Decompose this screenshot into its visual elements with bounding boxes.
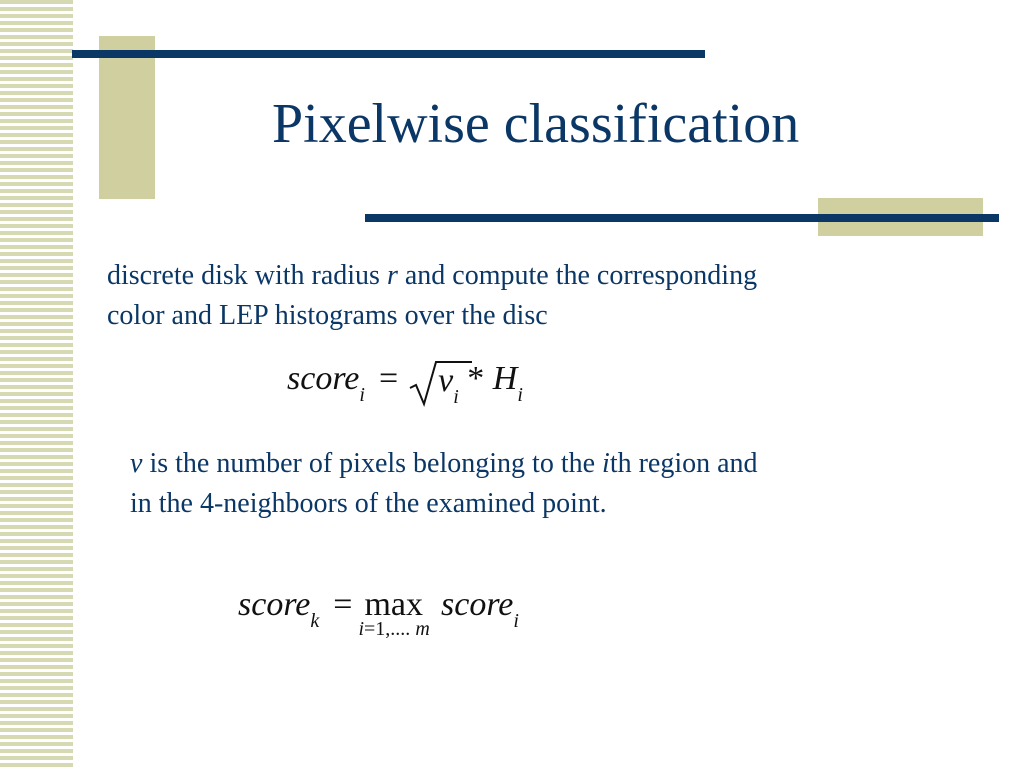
decor-line-bottom	[365, 214, 999, 222]
formula2-op-sub-end: m	[415, 618, 430, 640]
formula2-lhs: score	[238, 586, 311, 623]
var-i: i	[602, 448, 610, 479]
formula2-equals: =	[333, 586, 353, 623]
paragraph-disk-text-3: color and LEP histograms over the disc	[107, 300, 548, 331]
formula2-rhs: score	[441, 586, 514, 623]
formula2-operator: max	[364, 586, 424, 623]
formula1-lhs-sub: i	[359, 384, 365, 406]
formula2-op-sub-range: =1,....	[364, 618, 411, 640]
paragraph-disk-text-1: discrete disk with radius	[107, 260, 387, 291]
formula1-radicand: v	[438, 362, 454, 399]
formula1-rhs-sub: i	[517, 384, 523, 406]
formula2-rhs-sub: i	[513, 610, 519, 632]
score-formula	[287, 360, 523, 410]
formula2-op-sub-var: i	[358, 618, 365, 640]
formula1-equals: =	[378, 360, 399, 397]
max-operator-subscript	[358, 618, 429, 641]
striped-margin	[0, 0, 73, 768]
formula1-radicand-sub: i	[453, 386, 459, 408]
decor-line-top	[72, 50, 705, 58]
paragraph-v-text-2: th region and	[609, 448, 758, 479]
paragraph-disk-text-2: and compute the corresponding	[397, 260, 758, 291]
formula1-times: *	[467, 360, 485, 397]
decor-block-left	[99, 36, 155, 199]
var-r: r	[386, 260, 398, 291]
slide-title: Pixelwise classification	[272, 93, 800, 155]
sqrt-symbol	[408, 360, 459, 409]
paragraph-v-text-1: is the number of pixels belonging to the	[142, 448, 603, 479]
paragraph-disk	[107, 256, 757, 336]
max-operator	[358, 586, 430, 640]
formula1-rhs: H	[492, 360, 518, 397]
paragraph-v-text-3: in the 4-neighboors of the examined point.	[130, 488, 607, 519]
formula1-lhs: score	[287, 360, 360, 397]
paragraph-v	[130, 444, 758, 524]
formula2-lhs-sub: k	[310, 610, 320, 632]
max-formula	[238, 586, 519, 656]
var-v: v	[130, 448, 143, 479]
